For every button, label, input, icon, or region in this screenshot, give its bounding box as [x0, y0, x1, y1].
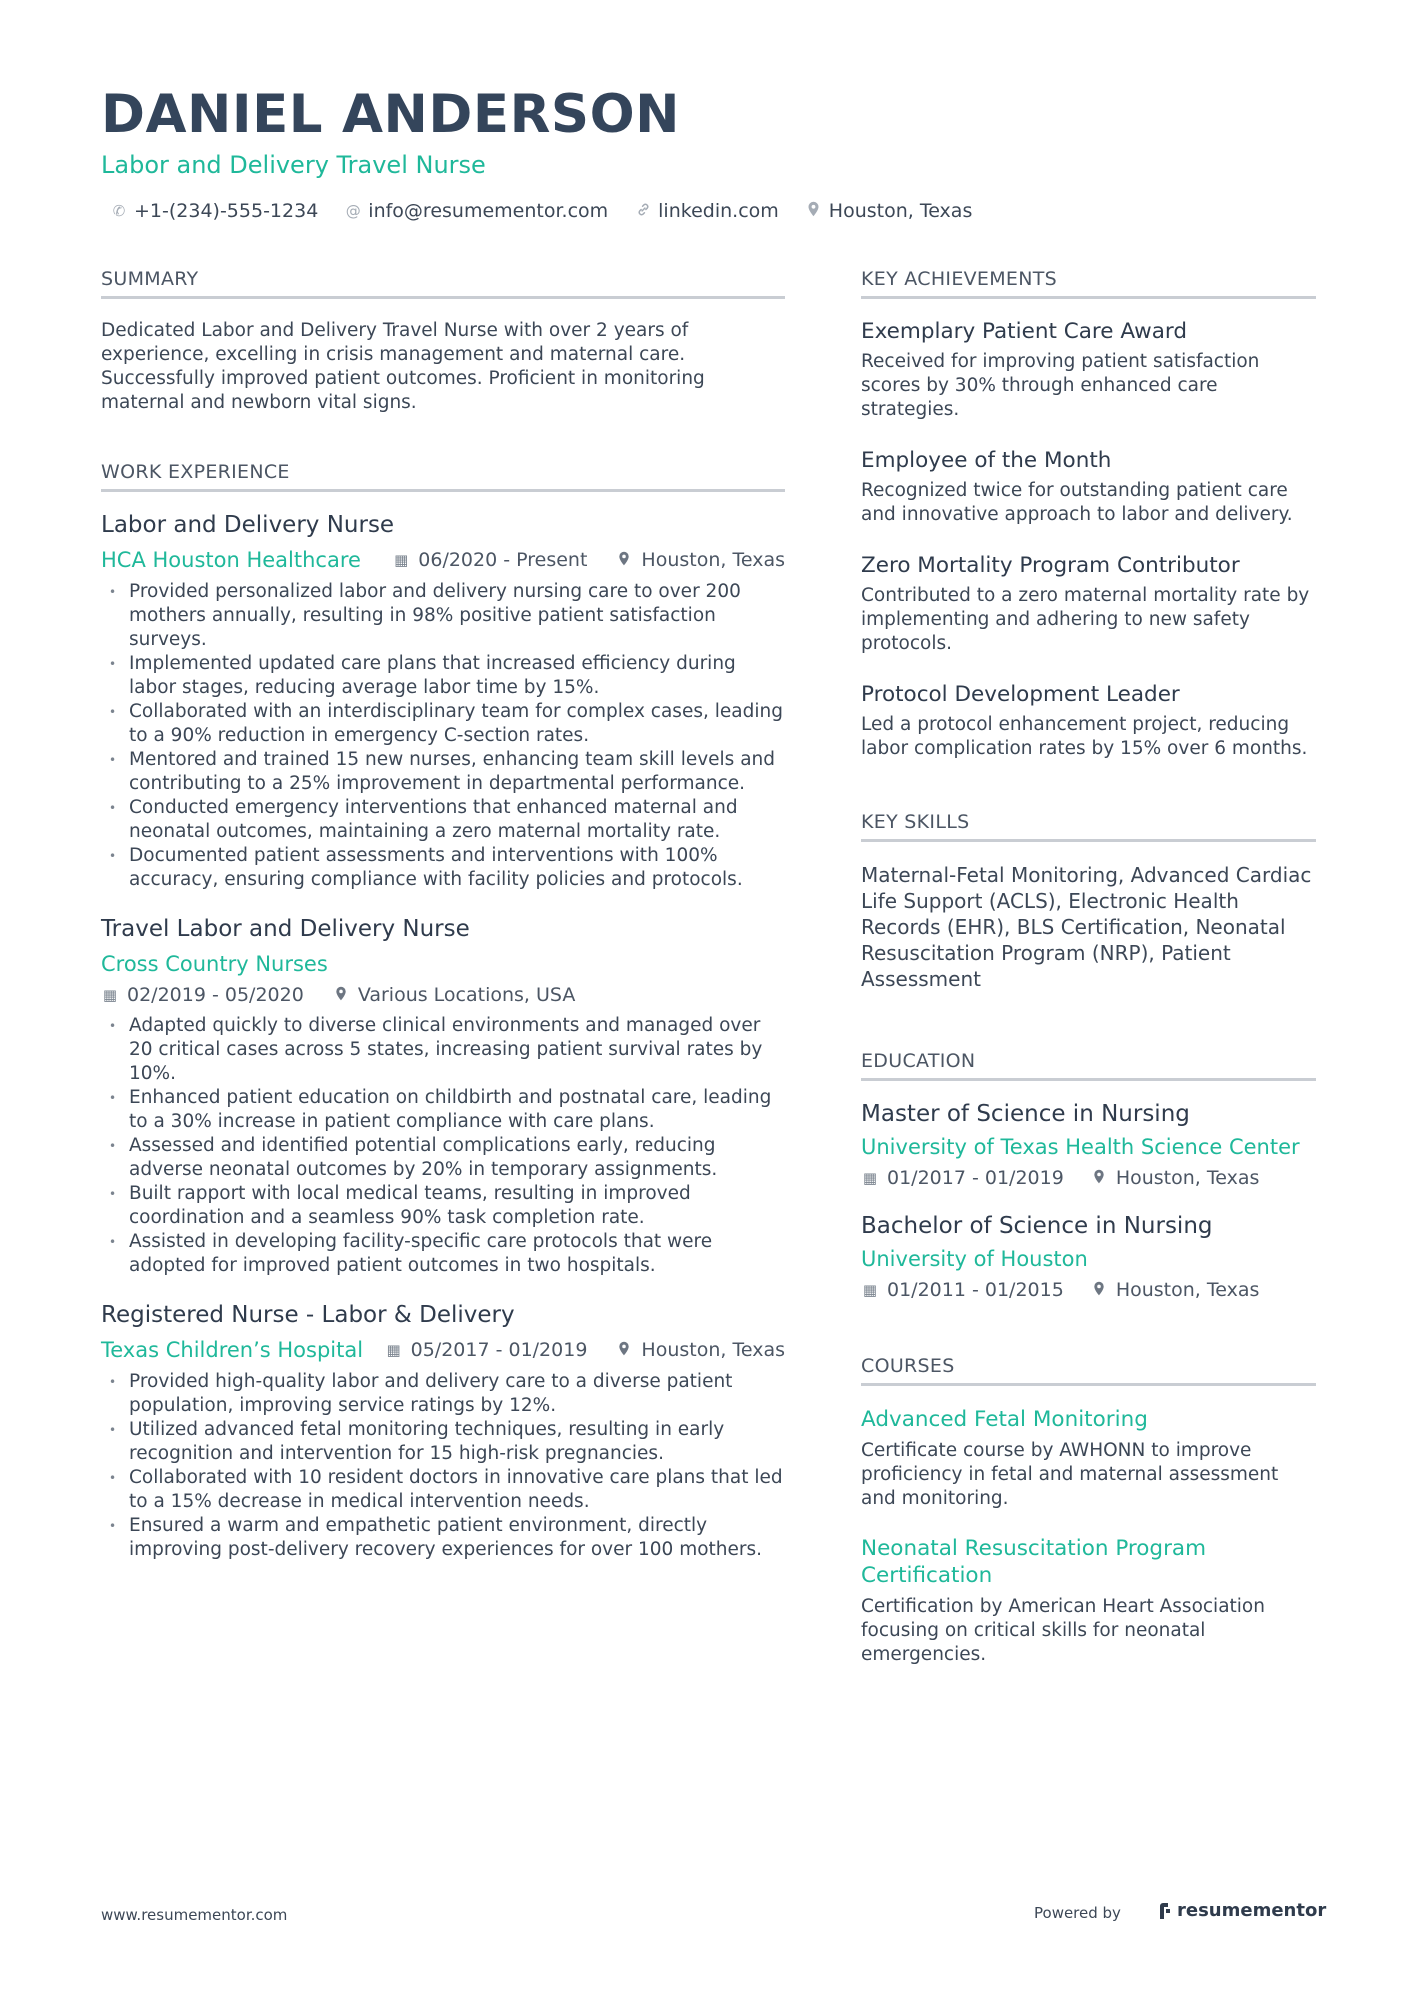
left-column — [101, 268, 785, 1586]
skills-text: Maternal-Fetal Monitoring, Advanced Cardiac Life Support (ACLS), Electronic Health Records (EHR), BLS Certification, Neonatal Resuscitation Program (NRP), Patient Assessment — [861, 863, 1312, 991]
powered-by-label: Powered by — [1034, 1904, 1121, 1922]
job-location-text: Houston, Texas — [641, 549, 785, 571]
brand-name: resumementor — [1177, 1900, 1327, 1921]
job-meta — [101, 548, 785, 572]
achievements-heading: KEY ACHIEVEMENTS — [861, 268, 1316, 299]
job-bullet: • Adapted quickly to diverse clinical environments and managed over 20 critical cases across 5 states, increasing patient survival rates by 10%. — [101, 1014, 785, 1086]
location-icon — [615, 551, 633, 570]
contact-phone[interactable] — [110, 200, 318, 222]
job-bullet: • Collaborated with 10 resident doctors in innovative care plans that led to a 15% decrease in medical intervention needs. — [101, 1466, 785, 1514]
job-company-row — [101, 952, 785, 976]
job-bullet: • Assisted in developing facility-specific care protocols that were adopted for improved patient outcomes in two hospitals. — [101, 1230, 785, 1278]
calendar-icon: ▦ — [386, 1341, 401, 1359]
contact-linkedin[interactable] — [634, 200, 779, 222]
education-dates: 01/2017 - 01/2019 — [887, 1167, 1064, 1189]
job-meta — [101, 984, 785, 1006]
education-meta — [861, 1279, 1316, 1301]
achievement-text: Contributed to a zero maternal mortality rate by implementing and adhering to new safety protocols. — [861, 585, 1310, 654]
achievement-text: Recognized twice for outstanding patient care and innovative approach to labor and delivery. — [861, 480, 1293, 525]
achievement-title: Protocol Development Leader — [861, 682, 1180, 707]
calendar-icon: ▦ — [394, 551, 409, 569]
education-location: Houston, Texas — [1115, 1279, 1260, 1301]
course-text: Certification by American Heart Association focusing on critical skills for neonatal emergencies. — [861, 1596, 1265, 1665]
education-heading: EDUCATION — [861, 1050, 1316, 1081]
job-dates-text: 05/2017 - 01/2019 — [410, 1339, 588, 1361]
course-item — [861, 1406, 1316, 1511]
contact-phone-text: +1-(234)-555-1234 — [134, 200, 319, 222]
course-title: Advanced Fetal Monitoring — [861, 1407, 1148, 1432]
education-item — [861, 1213, 1316, 1301]
calendar-icon: ▦ — [102, 986, 118, 1004]
job-meta — [101, 1338, 785, 1362]
job-bullet: • Conducted emergency interventions that enhanced maternal and neonatal outcomes, maintaining a zero maternal mortality rate. — [101, 796, 785, 844]
job-dates — [385, 1339, 588, 1361]
education-degree: Bachelor of Science in Nursing — [861, 1213, 1213, 1239]
achievement-title: Employee of the Month — [861, 448, 1112, 473]
achievement-item — [861, 553, 1316, 656]
job-location-text: Houston, Texas — [641, 1339, 785, 1361]
contact-linkedin-text: linkedin.com — [658, 200, 779, 222]
location-icon — [615, 1341, 633, 1360]
contact-location-text: Houston, Texas — [828, 200, 973, 222]
achievement-item — [861, 319, 1316, 422]
job-bullets — [101, 1370, 785, 1562]
course-title: Neonatal Resuscitation Program Certification — [861, 1536, 1207, 1588]
job-entry — [101, 512, 785, 892]
job-entry — [101, 916, 785, 1278]
brand-logo-icon — [1158, 1902, 1172, 1920]
education-degree: Master of Science in Nursing — [861, 1101, 1190, 1127]
job-bullet: • Built rapport with local medical teams, resulting in improved coordination and a seamless 90% task completion rate. — [101, 1182, 785, 1230]
job-title: Travel Labor and Delivery Nurse — [101, 916, 470, 942]
education-dates: 01/2011 - 01/2015 — [887, 1279, 1064, 1301]
job-dates — [101, 984, 304, 1006]
job-company: Cross Country Nurses — [101, 952, 328, 976]
link-icon — [634, 202, 652, 221]
job-location-text: Various Locations, USA — [357, 984, 576, 1006]
job-bullet: • Implemented updated care plans that increased efficiency during labor stages, reducing average labor time by 15%. — [101, 652, 785, 700]
achievement-text: Led a protocol enhancement project, reducing labor complication rates by 15% over 6 months. — [861, 714, 1308, 759]
education-school: University of Houston — [861, 1247, 1088, 1271]
job-bullets — [101, 1014, 785, 1278]
achievement-title: Exemplary Patient Care Award — [861, 319, 1188, 344]
education-location: Houston, Texas — [1115, 1167, 1260, 1189]
job-company: Texas Children’s Hospital — [101, 1338, 364, 1362]
candidate-role: Labor and Delivery Travel Nurse — [101, 151, 486, 179]
experience-heading: WORK EXPERIENCE — [101, 461, 785, 492]
education-meta — [861, 1167, 1316, 1189]
courses-heading: COURSES — [861, 1355, 1316, 1386]
job-dates-text: 06/2020 - Present — [418, 549, 588, 571]
location-icon — [1090, 1169, 1108, 1188]
job-location — [615, 1339, 785, 1361]
education-school: University of Texas Health Science Center — [861, 1135, 1300, 1159]
achievement-item — [861, 682, 1316, 761]
achievement-title: Zero Mortality Program Contributor — [861, 553, 1240, 578]
calendar-icon: ▦ — [862, 1169, 878, 1187]
summary-text: Dedicated Labor and Delivery Travel Nurse with over 2 years of experience, excelling in crisis management and maternal care. Successfully improved patient outcomes. Proficient in monitoring maternal and newborn vital signs. — [101, 320, 705, 413]
job-location — [332, 984, 576, 1006]
job-bullet: • Provided high-quality labor and delivery care to a diverse patient population, improving service ratings by 12%. — [101, 1370, 785, 1418]
summary-heading: SUMMARY — [101, 268, 785, 299]
job-location — [615, 549, 785, 571]
job-title: Registered Nurse - Labor & Delivery — [101, 1302, 515, 1328]
job-bullet: • Provided personalized labor and delivery nursing care to over 200 mothers annually, resulting in 98% positive patient satisfaction surveys. — [101, 580, 785, 652]
achievement-text: Received for improving patient satisfaction scores by 30% through enhanced care strategies. — [861, 351, 1260, 420]
footer-url[interactable]: www.resumementor.com — [101, 1906, 288, 1924]
location-icon — [805, 201, 823, 221]
phone-icon: ✆ — [112, 202, 126, 220]
course-text: Certificate course by AWHONN to improve proficiency in fetal and maternal assessment and monitoring. — [861, 1440, 1279, 1509]
right-column — [861, 268, 1316, 1691]
contact-email[interactable] — [344, 200, 608, 222]
job-bullet: • Utilized advanced fetal monitoring techniques, resulting in early recognition and intervention for 15 high-risk pregnancies. — [101, 1418, 785, 1466]
job-bullet: • Ensured a warm and empathetic patient environment, directly improving post-delivery recovery experiences for over 100 mothers. — [101, 1514, 785, 1562]
calendar-icon: ▦ — [862, 1281, 878, 1299]
achievement-item — [861, 448, 1316, 527]
contact-location — [805, 200, 973, 222]
location-icon — [1090, 1281, 1108, 1300]
job-dates — [392, 549, 587, 571]
job-entry — [101, 1302, 785, 1562]
skills-heading: KEY SKILLS — [861, 811, 1316, 842]
job-bullet: • Mentored and trained 15 new nurses, enhancing team skill levels and contributing to a 25% improvement in departmental performance. — [101, 748, 785, 796]
job-title: Labor and Delivery Nurse — [101, 512, 395, 538]
location-icon — [332, 986, 350, 1005]
job-bullet: • Assessed and identified potential complications early, reducing adverse neonatal outcomes by 20% in temporary assignments. — [101, 1134, 785, 1182]
course-item — [861, 1535, 1316, 1667]
at-icon: @ — [345, 202, 361, 220]
candidate-name: DANIEL ANDERSON — [101, 84, 680, 145]
job-dates-text: 02/2019 - 05/2020 — [127, 984, 304, 1006]
job-bullet: • Documented patient assessments and interventions with 100% accuracy, ensuring compliance with facility policies and protocols. — [101, 844, 785, 892]
contact-bar — [110, 200, 998, 222]
job-bullet: • Collaborated with an interdisciplinary team for complex cases, leading to a 90% reduction in emergency C-section rates. — [101, 700, 785, 748]
job-company: HCA Houston Healthcare — [101, 548, 361, 572]
education-item — [861, 1101, 1316, 1189]
job-bullets — [101, 580, 785, 892]
brand-logo[interactable] — [1158, 1900, 1326, 1921]
contact-email-text: info@resumementor.com — [368, 200, 609, 222]
job-bullet: • Enhanced patient education on childbirth and postnatal care, leading to a 30% increase in patient compliance with care plans. — [101, 1086, 785, 1134]
